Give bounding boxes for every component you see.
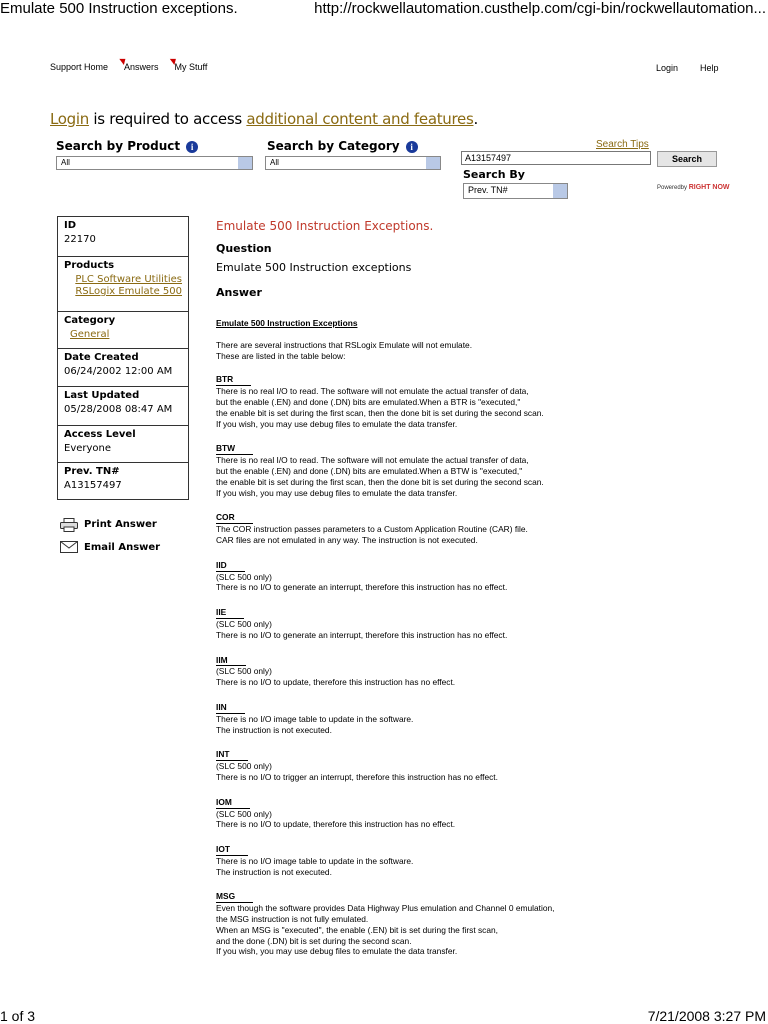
powered-by [657, 184, 730, 191]
answer-intro [216, 340, 761, 362]
instruction-item [216, 607, 761, 640]
instruction-line: If you wish, you may use debug files to emulate the data transfer. [216, 418, 458, 429]
product-link-plc[interactable]: PLC Software Utilities [75, 274, 182, 285]
category-select[interactable] [265, 156, 441, 170]
email-answer-label: Email Answer [84, 542, 161, 553]
instruction-line: the enable bit is set during the first scan, then the done bit is set during the second scan. [216, 407, 544, 418]
chevron-down-icon [238, 157, 252, 169]
question-text: Emulate 500 Instruction exceptions [216, 261, 412, 274]
answer-heading: Answer [216, 286, 262, 299]
instruction-item [216, 374, 761, 429]
instruction-line: If you wish, you may use debug files to emulate the data transfer. [216, 487, 458, 498]
banner-end: . [473, 110, 478, 128]
instruction-line: There is no I/O to update, therefore this instruction has no effect. [216, 677, 456, 688]
instruction-name: COR [216, 512, 253, 524]
panel-category [57, 311, 189, 349]
search-by-category-label [267, 139, 418, 153]
instruction-name: IIE [216, 607, 244, 619]
printer-icon [60, 518, 76, 530]
powered-by-text: Poweredby [657, 185, 688, 191]
instruction-item [216, 512, 761, 545]
instruction-item [216, 702, 761, 735]
instruction-line: The COR instruction passes parameters to a Custom Application Routine (CAR) file. [216, 524, 528, 535]
panel-products [57, 256, 189, 312]
search-button[interactable]: Search [657, 151, 717, 167]
access-level-value: Everyone [64, 443, 112, 454]
top-links [656, 63, 719, 73]
answer-body [216, 318, 761, 957]
product-select[interactable] [56, 156, 253, 170]
instruction-line: the MSG instruction is not fully emulated. [216, 914, 369, 925]
instruction-line: (SLC 500 only) [216, 761, 272, 772]
panel-id [57, 216, 189, 257]
chevron-down-icon [553, 184, 567, 198]
prev-tn-value: A13157497 [64, 480, 122, 491]
products-label: Products [64, 260, 115, 271]
instruction-line: and the done (.DN) bit is set during the second scan. [216, 935, 412, 946]
panel-date-created [57, 348, 189, 387]
instruction-name: IIM [216, 655, 246, 667]
instruction-line: the enable bit is set during the first scan, then the done bit is set during the second scan. [216, 476, 544, 487]
intro-line: There are several instructions that RSLogix Emulate will not emulate. [216, 339, 473, 350]
search-by-product-label [56, 139, 198, 153]
top-nav [50, 57, 208, 72]
instruction-line: but the enable (.EN) and done (.DN) bits are emulated.When a BTR is "executed," [216, 396, 521, 407]
instruction-name: BTR [216, 374, 251, 386]
search-input[interactable] [461, 151, 651, 165]
category-label: Category [64, 315, 116, 326]
envelope-icon [60, 541, 76, 553]
last-updated-label: Last Updated [64, 390, 140, 401]
instruction-line: There is no I/O image table to update in the software. [216, 855, 414, 866]
instruction-line: There is no real I/O to read. The software will not emulate the actual transfer of data, [216, 455, 529, 466]
email-answer-button[interactable] [60, 541, 160, 553]
instruction-name: IIN [216, 702, 245, 714]
login-banner [50, 110, 478, 128]
instruction-item [216, 443, 761, 498]
instruction-name: MSG [216, 891, 253, 903]
id-label: ID [64, 220, 77, 231]
instruction-item [216, 749, 761, 782]
prev-tn-label: Prev. TN# [64, 466, 120, 477]
instruction-name: IOT [216, 844, 248, 856]
date-created-label: Date Created [64, 352, 139, 363]
info-icon[interactable]: i [186, 141, 198, 153]
tab-marker-icon: ◥ [168, 57, 175, 66]
instruction-line: (SLC 500 only) [216, 808, 272, 819]
rightnow-logo: RIGHT NOW [688, 184, 730, 191]
instruction-line: but the enable (.EN) and done (.DN) bits are emulated.When a BTW is "executed," [216, 465, 523, 476]
chevron-down-icon [426, 157, 440, 169]
print-answer-button[interactable] [60, 518, 157, 530]
instruction-line: When an MSG is "executed", the enable (.EN) bit is set during the first scan, [216, 924, 498, 935]
instruction-item [216, 797, 761, 830]
nav-support-home[interactable]: Support Home [50, 62, 109, 72]
category-select-value: All [270, 158, 279, 167]
last-updated-value: 05/28/2008 08:47 AM [64, 404, 173, 415]
instruction-line: There is no I/O to generate an interrupt, therefore this instruction has no effect. [216, 582, 508, 593]
instruction-line: (SLC 500 only) [216, 571, 272, 582]
help-link[interactable]: Help [700, 63, 719, 73]
panel-last-updated [57, 386, 189, 426]
search-by-category-text: Search by Category [267, 139, 400, 153]
instruction-line: There is no I/O to trigger an interrupt, therefore this instruction has no effect. [216, 771, 498, 782]
instruction-line: The instruction is not executed. [216, 724, 332, 735]
banner-login-link[interactable]: Login [50, 110, 89, 128]
instruction-item [216, 655, 761, 688]
instruction-line: (SLC 500 only) [216, 666, 272, 677]
banner-content-link[interactable]: additional content and features [246, 110, 474, 128]
info-icon[interactable]: i [406, 141, 418, 153]
print-footer-page: 1 of 3 [0, 1008, 36, 1024]
id-value: 22170 [64, 234, 96, 245]
print-header-title: Emulate 500 Instruction exceptions. [0, 0, 238, 17]
panel-prev-tn [57, 462, 189, 500]
instruction-line: CAR files are not emulated in any way. The instruction is not executed. [216, 534, 478, 545]
print-footer-date: 7/21/2008 3:27 PM [647, 1008, 766, 1024]
instruction-item [216, 891, 761, 957]
instruction-name: IOM [216, 797, 250, 809]
instruction-line: Even though the software provides Data Highway Plus emulation and Channel 0 emulation, [216, 903, 555, 914]
login-link[interactable]: Login [656, 63, 679, 73]
doc-title: Emulate 500 Instruction Exceptions. [216, 219, 434, 233]
instruction-list [216, 374, 761, 957]
instruction-line: There is no I/O to generate an interrupt, therefore this instruction has no effect. [216, 629, 508, 640]
instruction-line: There is no I/O to update, therefore this instruction has no effect. [216, 819, 456, 830]
instruction-line: The instruction is not executed. [216, 866, 332, 877]
date-created-value: 06/24/2002 12:00 AM [64, 366, 173, 377]
category-link[interactable]: General [70, 329, 110, 340]
product-select-value: All [61, 158, 70, 167]
instruction-item [216, 560, 761, 593]
print-answer-label: Print Answer [84, 519, 157, 530]
instruction-item [216, 844, 761, 877]
product-link-emulate[interactable]: RSLogix Emulate 500 [75, 286, 182, 297]
instruction-name: INT [216, 749, 248, 761]
search-tips-link[interactable]: Search Tips [596, 139, 649, 150]
instruction-line: (SLC 500 only) [216, 618, 272, 629]
nav-my-stuff[interactable] [168, 57, 208, 72]
intro-line: These are listed in the table below: [216, 350, 346, 361]
instruction-line: There is no I/O image table to update in the software. [216, 713, 414, 724]
print-header-url: http://rockwellautomation.custhelp.com/cgi-bin/rockwellautomation... [314, 0, 766, 17]
nav-answers-label: Answers [124, 62, 159, 72]
panel-access-level [57, 425, 189, 463]
nav-answers[interactable] [118, 57, 159, 72]
instruction-name: BTW [216, 443, 253, 455]
access-level-label: Access Level [64, 429, 136, 440]
search-by-product-text: Search by Product [56, 139, 181, 153]
search-by-label: Search By [463, 168, 525, 181]
tab-marker-icon: ◥ [118, 57, 125, 66]
instruction-name: IID [216, 560, 245, 572]
instruction-line: There is no real I/O to read. The software will not emulate the actual transfer of data, [216, 386, 529, 397]
instruction-line: If you wish, you may use debug files to emulate the data transfer. [216, 946, 458, 957]
question-heading: Question [216, 242, 272, 255]
nav-my-stuff-label: My Stuff [174, 62, 208, 72]
search-by-select[interactable] [463, 183, 568, 199]
answer-subheading: Emulate 500 Instruction Exceptions [216, 318, 358, 328]
search-by-select-value: Prev. TN# [468, 185, 508, 195]
banner-mid-text: is required to access [88, 110, 247, 128]
